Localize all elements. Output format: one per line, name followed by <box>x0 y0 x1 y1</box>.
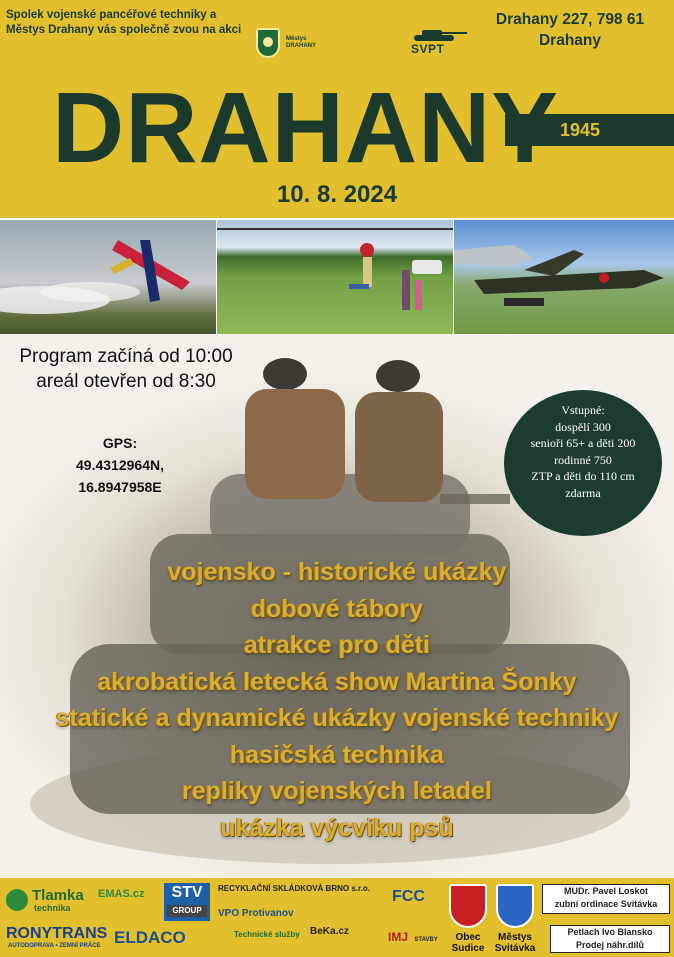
zipline-photo <box>217 220 453 334</box>
sponsor-eldaco: ELDACO <box>114 928 186 947</box>
sponsor-sudice <box>447 932 489 954</box>
sponsor-ronytrans: RONYTRANS <box>6 925 108 942</box>
svitavka-crest-icon <box>496 884 534 928</box>
activity-item: repliky vojenských letadel <box>182 777 492 805</box>
address-line: Drahany <box>538 32 602 49</box>
drahany-logo-text <box>286 36 316 50</box>
svpt-logo-text: SVPT <box>411 42 445 56</box>
sponsor-loskot <box>542 884 670 914</box>
airshow-photo <box>0 220 216 334</box>
sponsor-petlach <box>550 925 670 953</box>
gps-lon: 16.8947958E <box>78 479 162 495</box>
warplanes-picture <box>454 220 674 334</box>
sponsor-stv-name: STV <box>171 884 203 901</box>
activity-item: akrobatická letecká show Martina Šonky <box>97 667 577 696</box>
activity-item: ukázka výcviku psů <box>220 813 454 842</box>
sponsor-svitavka <box>491 932 539 954</box>
entry-line: ZTP a děti do 110 cm <box>531 469 635 483</box>
event-date: 10. 8. 2024 <box>276 181 398 208</box>
sponsor-imj-sub: STAVBY <box>414 937 438 943</box>
sponsor-recyklacni: RECYKLAČNÍ SKLÁDKOVÁ BRNO s.r.o. <box>218 884 371 893</box>
sponsor-loskot-line: zubní ordinace Svitávka <box>554 899 658 909</box>
header <box>0 0 674 218</box>
sponsor-svitavka-line: Městys <box>498 932 532 943</box>
sponsor-ronytrans-sub: AUTODOPRAVA • ZEMNÍ PRÁCE <box>8 943 101 949</box>
activity-item: atrakce pro děti <box>243 631 431 659</box>
organizer-line: Spolek vojenské pancéřové techniky a <box>6 9 217 21</box>
drahany-logo-line: DRAHANY <box>286 43 316 49</box>
entry-line: zdarma <box>565 485 601 500</box>
sponsor-sudice-line: Obec <box>455 932 481 943</box>
event-title: DRAHANY <box>52 72 559 184</box>
activity-item: dobové tábory <box>250 594 424 623</box>
drahany-logo-line: Městys <box>286 36 307 42</box>
gps-lat: 49.4312964N, <box>76 457 164 473</box>
tank-icon <box>408 27 470 43</box>
activities-list <box>0 554 674 846</box>
sponsor-petlach-line: Prodej náhr.dílů <box>575 939 644 950</box>
entry-fee-badge <box>504 390 662 536</box>
activity-item: vojensko - historické ukázky <box>167 558 507 586</box>
address-line: Drahany 227, 798 61 <box>495 11 645 28</box>
sudice-crest-icon <box>449 884 487 928</box>
sponsor-loskot-line: MUDr. Pavel Loskot <box>563 886 649 896</box>
program-line: areál otevřen od 8:30 <box>36 371 216 392</box>
entry-line: dospělí 300 <box>555 419 611 434</box>
program-line: Program začíná od 10:00 <box>19 346 233 367</box>
drahany-crest-icon <box>256 28 280 58</box>
sponsor-petlach-line: Petlach Ivo Blansko <box>567 927 653 937</box>
zipline-picture <box>217 220 453 334</box>
organizer-line: Městys Drahany vás společně zvou na akci <box>6 24 242 36</box>
stunt-plane-picture <box>0 220 216 334</box>
svpt-logo <box>408 27 470 57</box>
sponsor-stv-sub: GROUP <box>167 905 207 917</box>
sponsor-imj <box>388 930 438 944</box>
sponsor-tlamka-sub: technika <box>34 903 71 913</box>
planes-photo <box>454 220 674 334</box>
drahany-logo <box>256 28 336 60</box>
entry-line: senioři 65+ a děti 200 <box>530 436 636 450</box>
gps-label: GPS: <box>102 435 138 451</box>
sponsor-fcc: FCC <box>392 888 425 905</box>
organizer-text <box>6 8 246 38</box>
activity-item: statické a dynamické ukázky vojenské techniky <box>55 704 619 732</box>
sponsor-sudice-line: Sudice <box>451 943 485 954</box>
year-label: 1945 <box>559 120 601 140</box>
sponsor-stv <box>164 883 210 921</box>
tlamka-leaf-icon <box>6 889 28 911</box>
sponsor-svitavka-line: Svitávka <box>494 943 536 954</box>
entry-line: rodinné 750 <box>554 452 612 467</box>
sponsor-imj-name: IMJ <box>388 930 409 944</box>
activity-item: hasičská technika <box>229 740 444 769</box>
gps-coordinates <box>30 432 210 498</box>
main-area <box>0 334 674 878</box>
sponsor-vpo: VPO Protivanov <box>218 908 294 919</box>
sponsor-tlamka-name: Tlamka <box>32 887 84 904</box>
address <box>470 9 670 51</box>
sponsor-bekacz: BeKa.cz <box>310 926 349 937</box>
sponsor-technicke: Technické služby <box>234 930 300 939</box>
program-start <box>6 344 246 394</box>
sponsors-bar <box>0 878 674 957</box>
entry-title: Vstupné: <box>561 403 605 417</box>
sponsor-emas: EMAS.cz <box>98 888 145 900</box>
